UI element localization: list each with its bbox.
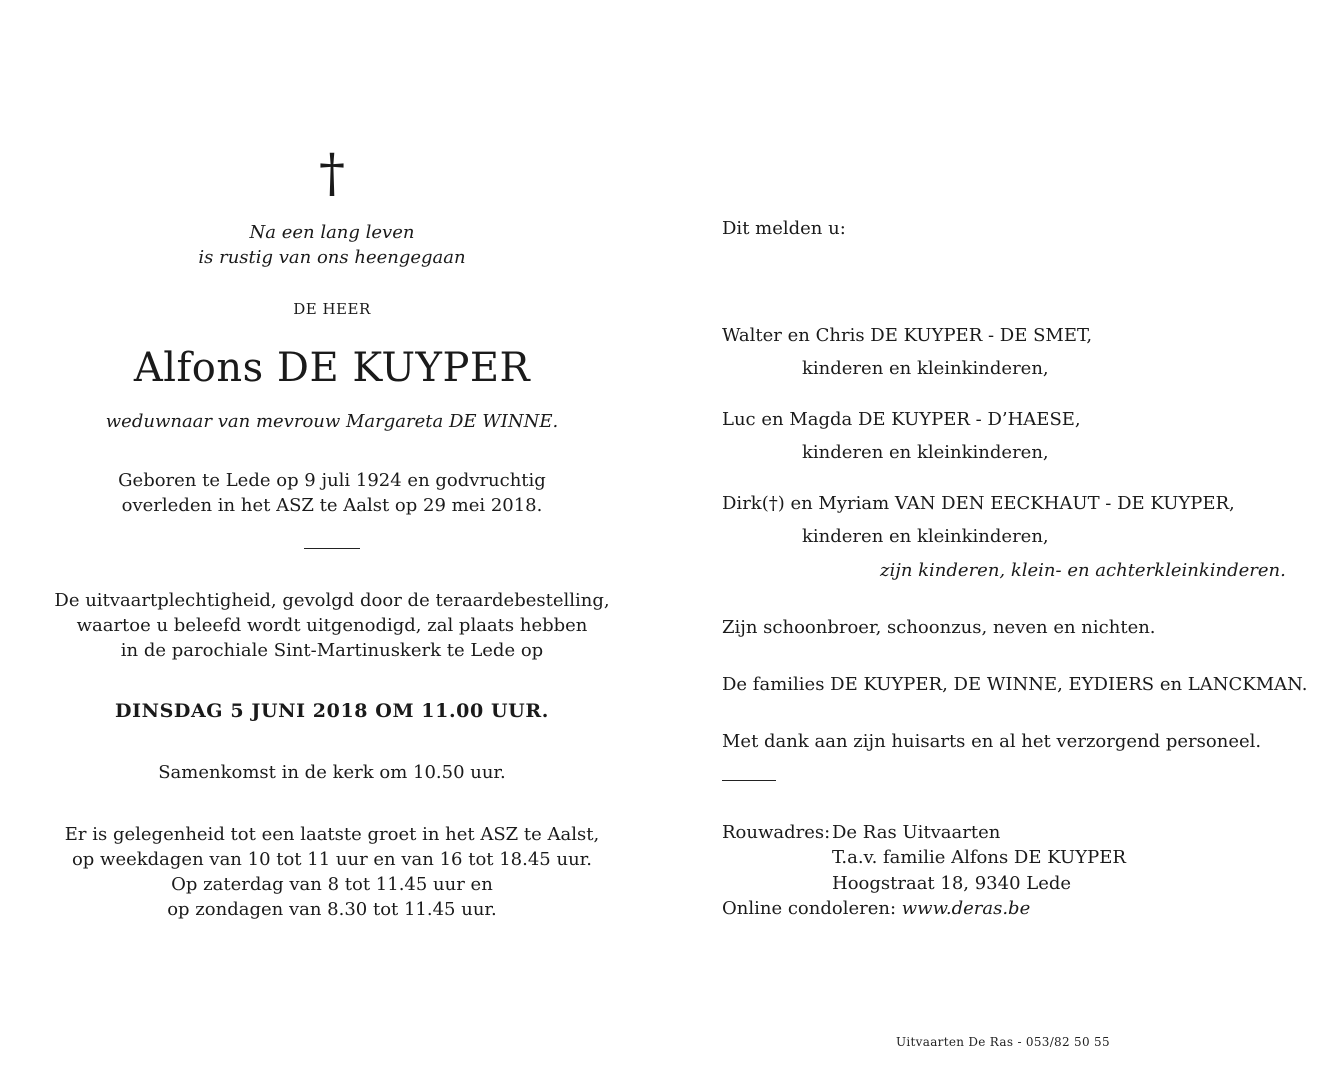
announce-line: Dit melden u: (722, 218, 846, 239)
online-label: Online condoleren: (722, 898, 897, 919)
family-sub: kinderen en kleinkinderen, (802, 526, 1049, 547)
family-names: Dirk(†) en Myriam VAN DEN EECKHAUT - DE KUYPER, (722, 493, 1235, 514)
families-line: De families DE KUYPER, DE WINNE, EYDIERS en LANCKMAN. (722, 674, 1308, 695)
meeting-time: Samenkomst in de kerk om 10.50 uur. (158, 762, 506, 783)
footer-credit: Uitvaarten De Ras - 053/82 50 55 (896, 1035, 1110, 1049)
divider (304, 548, 360, 549)
online-condolence (722, 898, 1030, 919)
visitation-text: Er is gelegenheid tot een laatste groet in het ASZ te Aalst, op weekdagen van 10 tot 11 uur en van 16 tot 18.45 uur. Op zaterdag van 8 tot 11.45 uur en op zondagen van 8.30 tot 11.45 uur. (64, 824, 600, 920)
cross-icon: † (319, 144, 345, 204)
family-sub: kinderen en kleinkinderen, (802, 358, 1049, 379)
family-names: Luc en Magda DE KUYPER - D’HAESE, (722, 409, 1081, 430)
intro-text: Na een lang leven is rustig van ons heengegaan (198, 222, 466, 268)
address-label: Rouwadres: (722, 822, 831, 843)
ceremony-text: De uitvaartplechtigheid, gevolgd door de teraardebestelling, waartoe u beleefd wordt uitgenodigd, zal plaats hebben in de parochiale Sint-Martinuskerk te Lede op (54, 590, 610, 661)
address-line: Hoogstraat 18, 9340 Lede (832, 873, 1072, 894)
address-line: De Ras Uitvaarten (832, 822, 1001, 843)
thanks-line: Met dank aan zijn huisarts en al het verzorgend personeel. (722, 731, 1262, 752)
family-names: Walter en Chris DE KUYPER - DE SMET, (722, 325, 1093, 346)
deceased-name: Alfons DE KUYPER (133, 345, 531, 391)
honorific: DE HEER (293, 300, 371, 318)
family-summary: zijn kinderen, klein- en achterkleinkinderen. (880, 560, 1286, 581)
family-sub: kinderen en kleinkinderen, (802, 442, 1049, 463)
divider (722, 780, 776, 781)
condolence-link[interactable]: www.deras.be (901, 898, 1031, 919)
birth-death-text: Geboren te Lede op 9 juli 1924 en godvruchtig overleden in het ASZ te Aalst op 29 mei 2018. (118, 470, 546, 516)
widower-line: weduwnaar van mevrouw Margareta DE WINNE. (105, 411, 559, 432)
inlaws-line: Zijn schoonbroer, schoonzus, neven en nichten. (722, 617, 1156, 638)
address-line: T.a.v. familie Alfons DE KUYPER (832, 847, 1126, 868)
ceremony-date: DINSDAG 5 JUNI 2018 OM 11.00 UUR. (115, 700, 549, 722)
